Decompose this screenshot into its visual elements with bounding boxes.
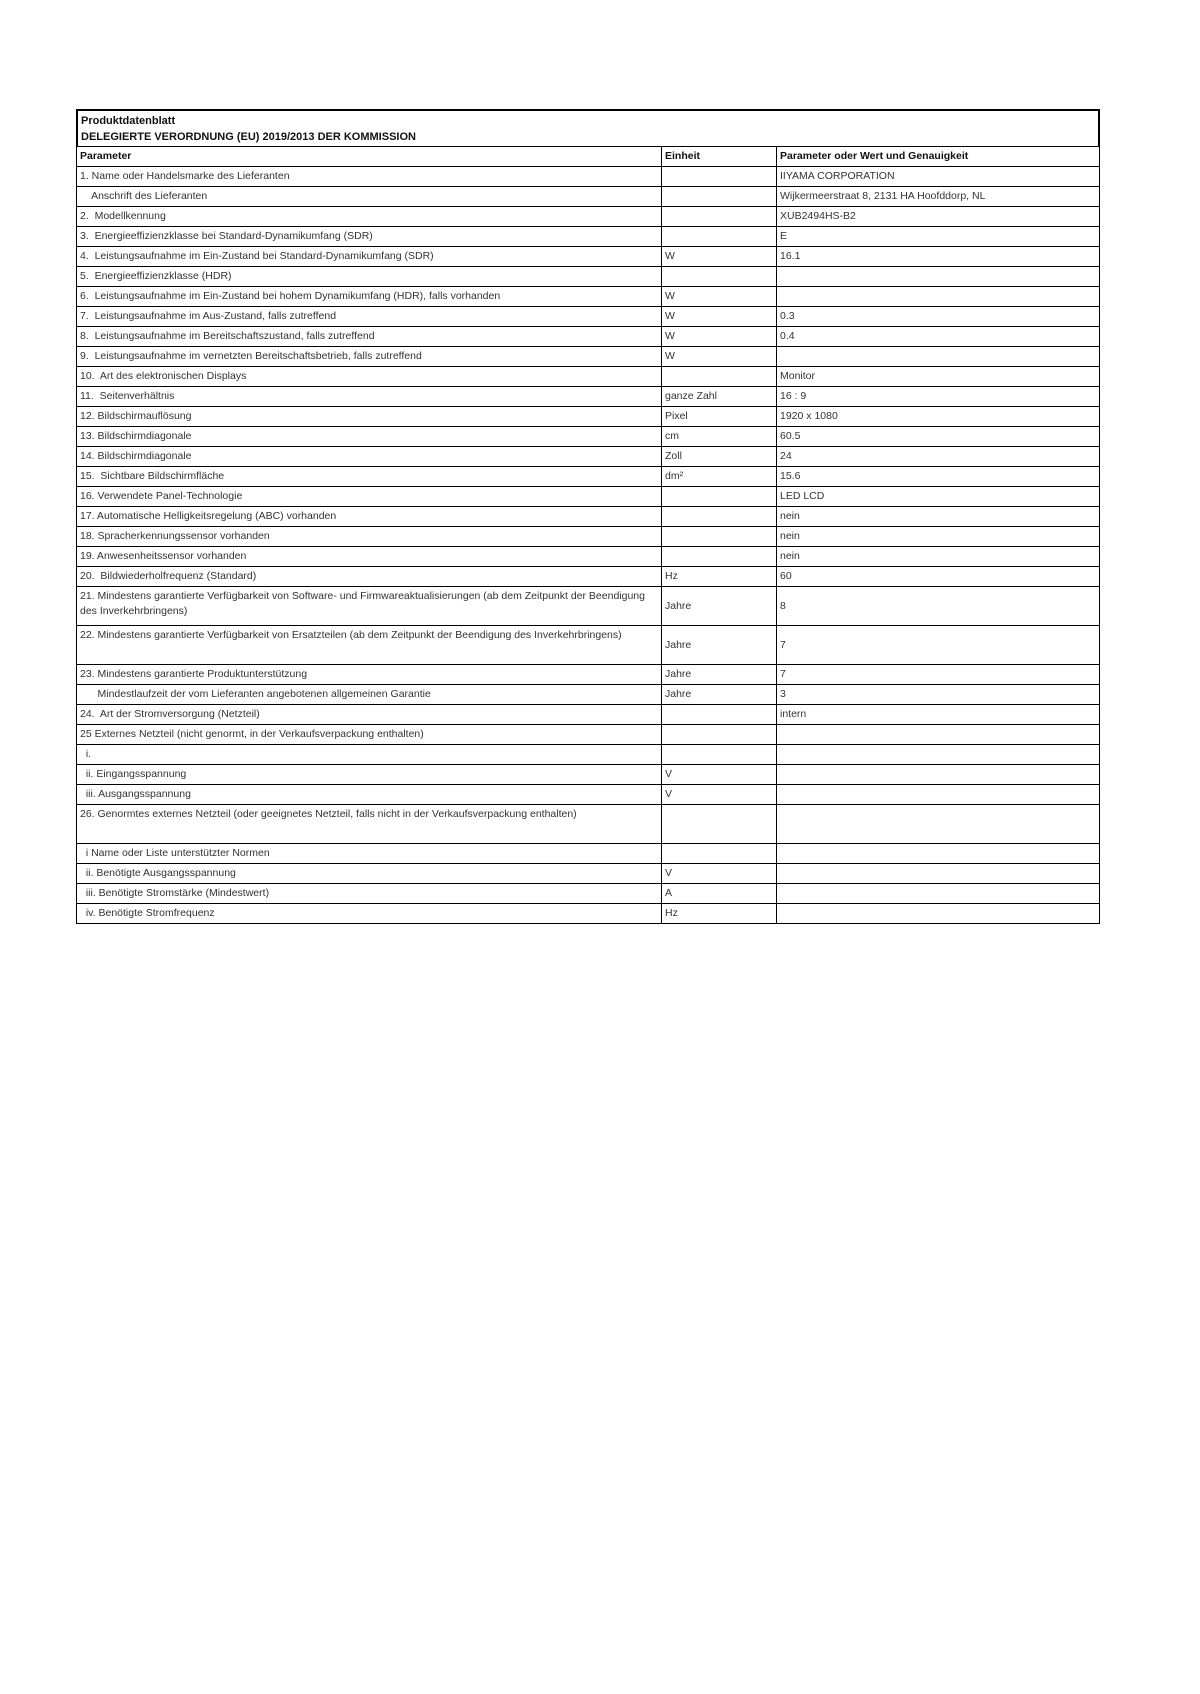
unit-cell (662, 844, 777, 864)
table-row (77, 685, 1100, 705)
unit-cell (662, 187, 777, 207)
param-cell: 21. Mindestens garantierte Verfügbarkeit von Software- und Firmwareaktualisierungen (ab dem Zeitpunkt der Beendigung des Inverkehrbringens) (77, 587, 662, 626)
unit-cell: cm (662, 427, 777, 447)
param-cell: 11. Seitenverhältnis (77, 387, 662, 407)
value-cell: nein (777, 527, 1100, 547)
param-cell: 1. Name oder Handelsmarke des Lieferanten (77, 167, 662, 187)
value-cell (777, 745, 1100, 765)
param-cell: 22. Mindestens garantierte Verfügbarkeit von Ersatzteilen (ab dem Zeitpunkt der Beendigung des Inverkehrbringens) (77, 626, 662, 665)
table-row (77, 327, 1100, 347)
table-row (77, 725, 1100, 745)
param-cell: 10. Art des elektronischen Displays (77, 367, 662, 387)
table-row (77, 187, 1100, 207)
sheet-title-block (76, 109, 1100, 146)
value-cell (777, 844, 1100, 864)
param-cell: i. (77, 745, 662, 765)
value-cell: 0.3 (777, 307, 1100, 327)
value-cell: 60 (777, 567, 1100, 587)
table-row (77, 904, 1100, 924)
unit-cell (662, 745, 777, 765)
unit-cell: dm² (662, 467, 777, 487)
unit-cell: Hz (662, 904, 777, 924)
table-row (77, 785, 1100, 805)
value-cell (777, 884, 1100, 904)
unit-cell: W (662, 327, 777, 347)
header-unit: Einheit (662, 147, 777, 167)
value-cell: 16.1 (777, 247, 1100, 267)
value-cell: 24 (777, 447, 1100, 467)
table-row (77, 307, 1100, 327)
unit-cell (662, 227, 777, 247)
table-row (77, 547, 1100, 567)
table-row (77, 367, 1100, 387)
unit-cell: Jahre (662, 587, 777, 626)
value-cell: 60.5 (777, 427, 1100, 447)
value-cell (777, 765, 1100, 785)
value-cell: nein (777, 507, 1100, 527)
param-cell: ii. Eingangsspannung (77, 765, 662, 785)
param-cell: 23. Mindestens garantierte Produktunterstützung (77, 665, 662, 685)
sheet-title: Produktdatenblatt (81, 115, 176, 127)
table-row (77, 447, 1100, 467)
param-cell: i Name oder Liste unterstützter Normen (77, 844, 662, 864)
param-cell: 14. Bildschirmdiagonale (77, 447, 662, 467)
header-value: Parameter oder Wert und Genauigkeit (777, 147, 1100, 167)
unit-cell (662, 527, 777, 547)
value-cell (777, 267, 1100, 287)
param-cell: 6. Leistungsaufnahme im Ein-Zustand bei hohem Dynamikumfang (HDR), falls vorhanden (77, 287, 662, 307)
param-cell: iv. Benötigte Stromfrequenz (77, 904, 662, 924)
value-cell: 7 (777, 665, 1100, 685)
value-cell: Monitor (777, 367, 1100, 387)
param-cell: 20. Bildwiederholfrequenz (Standard) (77, 567, 662, 587)
unit-cell: W (662, 307, 777, 327)
unit-cell: W (662, 287, 777, 307)
unit-cell (662, 207, 777, 227)
value-cell (777, 785, 1100, 805)
param-cell: 4. Leistungsaufnahme im Ein-Zustand bei Standard-Dynamikumfang (SDR) (77, 247, 662, 267)
value-cell: Wijkermeerstraat 8, 2131 HA Hoofddorp, NL (777, 187, 1100, 207)
table-row (77, 844, 1100, 864)
value-cell: 1920 x 1080 (777, 407, 1100, 427)
unit-cell (662, 805, 777, 844)
value-cell: nein (777, 547, 1100, 567)
unit-cell: V (662, 765, 777, 785)
param-cell: 18. Spracherkennungssensor vorhanden (77, 527, 662, 547)
param-cell: 13. Bildschirmdiagonale (77, 427, 662, 447)
unit-cell: Zoll (662, 447, 777, 467)
param-cell: 19. Anwesenheitssensor vorhanden (77, 547, 662, 567)
unit-cell (662, 547, 777, 567)
table-row (77, 287, 1100, 307)
unit-cell (662, 367, 777, 387)
param-cell: 9. Leistungsaufnahme im vernetzten Bereitschaftsbetrieb, falls zutreffend (77, 347, 662, 367)
param-cell: ii. Benötigte Ausgangsspannung (77, 864, 662, 884)
table-row (77, 467, 1100, 487)
param-cell: 3. Energieeffizienzklasse bei Standard-Dynamikumfang (SDR) (77, 227, 662, 247)
table-row (77, 705, 1100, 725)
value-cell: 15.6 (777, 467, 1100, 487)
table-row (77, 805, 1100, 844)
table-row (77, 407, 1100, 427)
product-data-sheet (76, 109, 1100, 924)
unit-cell: ganze Zahl (662, 387, 777, 407)
table-row (77, 884, 1100, 904)
param-cell: 24. Art der Stromversorgung (Netzteil) (77, 705, 662, 725)
value-cell: 7 (777, 626, 1100, 665)
param-cell: 26. Genormtes externes Netzteil (oder geeignetes Netzteil, falls nicht in der Verkaufsverpackung enthalten) (77, 805, 662, 844)
table-row (77, 387, 1100, 407)
value-cell: XUB2494HS-B2 (777, 207, 1100, 227)
product-data-table (76, 146, 1100, 924)
unit-cell: Jahre (662, 685, 777, 705)
table-row (77, 745, 1100, 765)
unit-cell: Hz (662, 567, 777, 587)
unit-cell: W (662, 247, 777, 267)
param-cell: 25 Externes Netzteil (nicht genormt, in der Verkaufsverpackung enthalten) (77, 725, 662, 745)
table-row (77, 567, 1100, 587)
param-cell: iii. Ausgangsspannung (77, 785, 662, 805)
value-cell (777, 347, 1100, 367)
unit-cell (662, 267, 777, 287)
value-cell: 3 (777, 685, 1100, 705)
table-row (77, 427, 1100, 447)
unit-cell: Jahre (662, 665, 777, 685)
value-cell: 0.4 (777, 327, 1100, 347)
value-cell: 16 : 9 (777, 387, 1100, 407)
table-row (77, 487, 1100, 507)
table-row (77, 247, 1100, 267)
table-row (77, 267, 1100, 287)
unit-cell: W (662, 347, 777, 367)
param-cell: 7. Leistungsaufnahme im Aus-Zustand, falls zutreffend (77, 307, 662, 327)
unit-cell: V (662, 785, 777, 805)
param-cell: 5. Energieeffizienzklasse (HDR) (77, 267, 662, 287)
table-row (77, 626, 1100, 665)
unit-cell: Jahre (662, 626, 777, 665)
value-cell (777, 864, 1100, 884)
table-row (77, 207, 1100, 227)
table-row (77, 227, 1100, 247)
value-cell: intern (777, 705, 1100, 725)
table-row (77, 507, 1100, 527)
unit-cell: V (662, 864, 777, 884)
table-header-row (77, 147, 1100, 167)
param-cell: Mindestlaufzeit der vom Lieferanten angebotenen allgemeinen Garantie (77, 685, 662, 705)
value-cell: 8 (777, 587, 1100, 626)
value-cell (777, 805, 1100, 844)
table-row (77, 665, 1100, 685)
value-cell: LED LCD (777, 487, 1100, 507)
value-cell (777, 904, 1100, 924)
unit-cell: Pixel (662, 407, 777, 427)
param-cell: 17. Automatische Helligkeitsregelung (ABC) vorhanden (77, 507, 662, 527)
table-row (77, 527, 1100, 547)
table-row (77, 864, 1100, 884)
header-parameter: Parameter (77, 147, 662, 167)
unit-cell (662, 725, 777, 745)
table-row (77, 587, 1100, 626)
param-cell: 2. Modellkennung (77, 207, 662, 227)
table-row (77, 167, 1100, 187)
param-cell: 12. Bildschirmauflösung (77, 407, 662, 427)
table-row (77, 347, 1100, 367)
unit-cell (662, 705, 777, 725)
unit-cell: A (662, 884, 777, 904)
regulation-title: DELEGIERTE VERORDNUNG (EU) 2019/2013 DER KOMMISSION (81, 131, 416, 143)
value-cell (777, 725, 1100, 745)
param-cell: 8. Leistungsaufnahme im Bereitschaftszustand, falls zutreffend (77, 327, 662, 347)
param-cell: 16. Verwendete Panel-Technologie (77, 487, 662, 507)
table-row (77, 765, 1100, 785)
unit-cell (662, 167, 777, 187)
value-cell (777, 287, 1100, 307)
param-cell: iii. Benötigte Stromstärke (Mindestwert) (77, 884, 662, 904)
unit-cell (662, 487, 777, 507)
param-cell: 15. Sichtbare Bildschirmfläche (77, 467, 662, 487)
value-cell: IIYAMA CORPORATION (777, 167, 1100, 187)
unit-cell (662, 507, 777, 527)
param-cell: Anschrift des Lieferanten (77, 187, 662, 207)
value-cell: E (777, 227, 1100, 247)
